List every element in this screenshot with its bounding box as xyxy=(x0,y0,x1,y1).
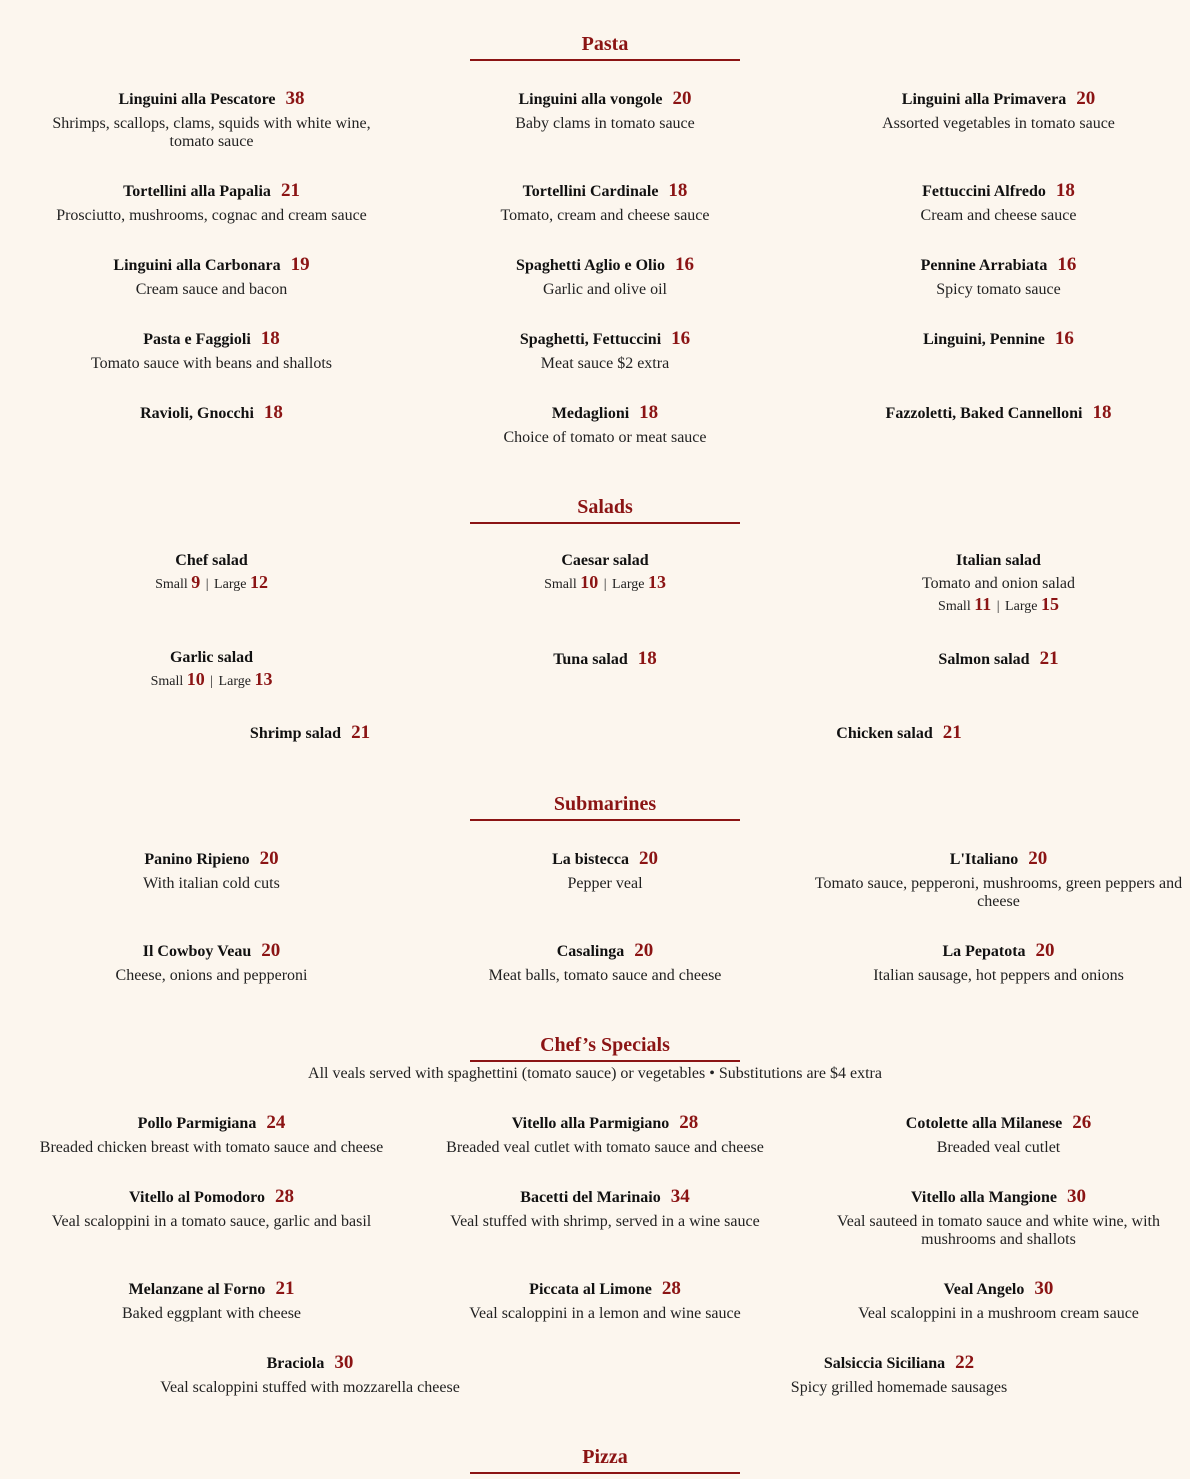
menu-item xyxy=(413,1279,797,1323)
menu-item xyxy=(413,89,797,133)
item-price: 21 xyxy=(280,180,300,201)
item-price: 20 xyxy=(634,940,654,961)
item-name: Cotolette alla Milanese xyxy=(905,1115,1063,1132)
large-label: Large xyxy=(612,577,645,592)
item-price: 21 xyxy=(942,722,962,743)
submarines-heading-wrap xyxy=(470,791,740,821)
item-name: Il Cowboy Veau xyxy=(142,943,252,960)
item-name: Italian salad xyxy=(956,552,1041,569)
item-price: 20 xyxy=(638,848,658,869)
size-prices xyxy=(20,670,403,691)
small-price: 11 xyxy=(974,594,992,614)
item-price: 20 xyxy=(259,848,279,869)
small-label: Small xyxy=(150,674,184,689)
item-name: Casalinga xyxy=(556,943,625,960)
item-description: Choice of tomato or meat sauce xyxy=(503,429,707,446)
large-label: Large xyxy=(218,674,251,689)
menu-item xyxy=(413,1187,797,1231)
size-separator: | xyxy=(603,577,607,592)
small-label: Small xyxy=(938,599,971,614)
small-price: 10 xyxy=(580,572,599,592)
menu-item xyxy=(807,941,1190,985)
item-name: Garlic salad xyxy=(169,649,254,666)
specials-note: All veals served with spaghettini (tomato sauce) or vegetables • Substitutions are $4 extra xyxy=(308,1065,882,1082)
menu-item xyxy=(807,849,1190,911)
item-description: Breaded chicken breast with tomato sauce and cheese xyxy=(39,1139,384,1156)
small-label: Small xyxy=(155,577,188,592)
item-price: 38 xyxy=(285,88,305,109)
item-price: 18 xyxy=(260,328,280,349)
item-description: Garlic and olive oil xyxy=(543,281,667,298)
item-description: Meat sauce $2 extra xyxy=(540,355,670,372)
item-description: Veal scaloppini stuffed with mozzarella cheese xyxy=(160,1379,460,1396)
item-price: 22 xyxy=(955,1352,975,1373)
item-price: 28 xyxy=(274,1186,294,1207)
menu-item xyxy=(807,649,1190,670)
item-description: Tomato sauce with beans and shallots xyxy=(90,355,333,372)
item-description: Prosciutto, mushrooms, cognac and cream sauce xyxy=(56,207,367,224)
menu-item xyxy=(20,403,403,424)
item-description: Cream sauce and bacon xyxy=(135,281,288,298)
item-price: 19 xyxy=(290,254,310,275)
item-price: 16 xyxy=(1054,328,1074,349)
item-name: Fettuccini Alfredo xyxy=(922,183,1046,200)
item-price: 18 xyxy=(637,648,657,669)
item-price: 18 xyxy=(1092,402,1112,423)
item-description: Baby clams in tomato sauce xyxy=(515,115,695,132)
size-separator: | xyxy=(205,577,209,592)
item-name: L'Italiano xyxy=(949,851,1019,868)
item-name: Vitello alla Parmigiano xyxy=(511,1115,670,1132)
item-price: 18 xyxy=(668,180,688,201)
small-price: 9 xyxy=(191,572,201,592)
item-description: Cheese, onions and pepperoni xyxy=(115,967,308,984)
item-name: Chef salad xyxy=(175,552,248,569)
small-price: 10 xyxy=(186,669,205,689)
large-price: 12 xyxy=(249,572,268,592)
small-label: Small xyxy=(544,577,577,592)
item-price: 20 xyxy=(672,88,692,109)
menu-item xyxy=(413,649,797,670)
item-name: Tortellini alla Papalia xyxy=(123,183,271,200)
item-price: 20 xyxy=(261,940,281,961)
item-price: 30 xyxy=(334,1352,354,1373)
menu-item xyxy=(807,181,1190,225)
item-price: 16 xyxy=(671,328,691,349)
item-description: Veal stuffed with shrimp, served in a wine sauce xyxy=(450,1213,760,1230)
menu-item xyxy=(807,329,1190,350)
item-name: Vitello alla Mangione xyxy=(910,1189,1058,1206)
size-prices xyxy=(20,573,403,594)
item-name: Tortellini Cardinale xyxy=(522,183,659,200)
specials-heading-wrap xyxy=(470,1032,740,1062)
item-name: Vitello al Pomodoro xyxy=(129,1189,265,1206)
item-name: Pollo Parmigiana xyxy=(137,1115,257,1132)
menu-item xyxy=(20,329,403,373)
pizza-heading-wrap xyxy=(470,1444,740,1474)
item-description: Veal scaloppini in a mushroom cream sauce xyxy=(858,1305,1139,1322)
menu-item xyxy=(702,723,1096,744)
item-name: Piccata al Limone xyxy=(529,1281,652,1298)
item-description: Spicy grilled homemade sausages xyxy=(790,1379,1008,1396)
menu-item xyxy=(807,255,1190,299)
size-separator: | xyxy=(996,599,1000,614)
item-price: 16 xyxy=(1057,254,1077,275)
item-price: 18 xyxy=(639,402,659,423)
menu-item xyxy=(20,89,403,151)
item-price: 21 xyxy=(275,1278,295,1299)
item-name: La bistecca xyxy=(552,851,629,868)
menu-item xyxy=(702,1353,1096,1397)
large-price: 15 xyxy=(1040,594,1059,614)
item-description: Pepper veal xyxy=(567,875,643,892)
large-price: 13 xyxy=(647,572,666,592)
item-price: 28 xyxy=(661,1278,681,1299)
section-title-submarines: Submarines xyxy=(470,791,740,821)
item-price: 20 xyxy=(1035,940,1055,961)
item-description: Veal scaloppini in a lemon and wine sauce xyxy=(469,1305,741,1322)
item-price: 30 xyxy=(1034,1278,1054,1299)
menu-item xyxy=(413,329,797,373)
item-price: 34 xyxy=(670,1186,690,1207)
item-description: With italian cold cuts xyxy=(143,875,280,892)
item-price: 26 xyxy=(1072,1112,1092,1133)
menu-item xyxy=(20,941,403,985)
item-name: Chicken salad xyxy=(836,725,933,742)
item-description: Meat balls, tomato sauce and cheese xyxy=(488,967,722,984)
item-name: Shrimp salad xyxy=(249,725,342,742)
item-description: Veal sauteed in tomato sauce and white wine, with mushrooms and shallots xyxy=(836,1213,1160,1248)
item-price: 30 xyxy=(1067,1186,1087,1207)
menu-item xyxy=(807,1279,1190,1323)
item-description: Veal scaloppini in a tomato sauce, garlic and basil xyxy=(51,1213,372,1230)
menu-item xyxy=(20,1113,403,1157)
menu-item xyxy=(113,723,507,744)
menu-item xyxy=(413,255,797,299)
item-name: Fazzoletti, Baked Cannelloni xyxy=(885,405,1083,422)
item-name: Spaghetti, Fettuccini xyxy=(519,331,662,348)
item-description: Italian sausage, hot peppers and onions xyxy=(873,967,1124,984)
large-label: Large xyxy=(214,577,247,592)
size-prices xyxy=(413,573,797,594)
large-price: 13 xyxy=(254,669,273,689)
item-name: Linguini alla vongole xyxy=(518,91,663,108)
menu-item xyxy=(413,181,797,225)
pasta-heading-wrap xyxy=(470,31,740,61)
size-prices xyxy=(807,595,1190,616)
salads-heading-wrap xyxy=(470,494,740,524)
item-name: Tuna salad xyxy=(553,651,628,668)
item-description: Shrimps, scallops, clams, squids with white wine, tomato sauce xyxy=(52,115,371,150)
item-description: Baked eggplant with cheese xyxy=(121,1305,302,1322)
item-name: Salmon salad xyxy=(938,651,1030,668)
item-name: Pasta e Faggioli xyxy=(143,331,251,348)
menu-item xyxy=(20,1187,403,1231)
menu-item xyxy=(20,181,403,225)
item-name: Panino Ripieno xyxy=(144,851,250,868)
menu-item xyxy=(20,1279,403,1323)
menu-item xyxy=(807,1113,1190,1157)
section-title-pizza: Pizza xyxy=(470,1444,740,1474)
item-description: Tomato sauce, pepperoni, mushrooms, green peppers and cheese xyxy=(814,875,1183,910)
menu-item xyxy=(20,551,403,594)
item-name: Veal Angelo xyxy=(943,1281,1025,1298)
menu-item xyxy=(413,849,797,893)
item-description: Breaded veal cutlet xyxy=(936,1139,1061,1156)
item-description: Assorted vegetables in tomato sauce xyxy=(882,115,1115,132)
item-price: 16 xyxy=(674,254,694,275)
item-name: Linguini, Pennine xyxy=(923,331,1045,348)
menu-item xyxy=(807,551,1190,616)
item-name: Pennine Arrabiata xyxy=(920,257,1048,274)
section-title-specials: Chef’s Specials xyxy=(470,1032,740,1062)
item-name: La Pepatota xyxy=(942,943,1026,960)
item-price: 21 xyxy=(1039,648,1059,669)
menu-item xyxy=(807,89,1190,133)
large-label: Large xyxy=(1005,599,1038,614)
item-name: Linguini alla Primavera xyxy=(901,91,1067,108)
item-price: 24 xyxy=(266,1112,286,1133)
menu-item xyxy=(20,648,403,691)
item-name: Ravioli, Gnocchi xyxy=(140,405,254,422)
item-price: 28 xyxy=(679,1112,699,1133)
item-name: Bacetti del Marinaio xyxy=(520,1189,661,1206)
item-name: Spaghetti Aglio e Olio xyxy=(516,257,665,274)
menu-item xyxy=(807,1187,1190,1249)
menu-item xyxy=(413,941,797,985)
item-price: 20 xyxy=(1028,848,1048,869)
section-title-pasta: Pasta xyxy=(470,31,740,61)
item-description: Tomato and onion salad xyxy=(921,575,1076,592)
item-name: Linguini alla Pescatore xyxy=(118,91,276,108)
menu-item xyxy=(413,551,797,594)
item-description: Spicy tomato sauce xyxy=(936,281,1061,298)
item-description: Tomato, cream and cheese sauce xyxy=(500,207,710,224)
menu-item xyxy=(413,403,797,447)
menu-item xyxy=(20,849,403,893)
item-price: 21 xyxy=(351,722,371,743)
item-name: Salsiccia Siciliana xyxy=(823,1355,946,1372)
item-name: Medaglioni xyxy=(551,405,630,422)
item-name: Linguini alla Carbonara xyxy=(113,257,281,274)
item-price: 18 xyxy=(263,402,283,423)
size-separator: | xyxy=(210,674,214,689)
item-description: Breaded veal cutlet with tomato sauce and cheese xyxy=(446,1139,764,1156)
item-price: 18 xyxy=(1055,180,1075,201)
item-price: 20 xyxy=(1076,88,1096,109)
menu-item xyxy=(413,1113,797,1157)
item-name: Melanzane al Forno xyxy=(128,1281,266,1298)
item-name: Caesar salad xyxy=(561,552,649,569)
section-title-salads: Salads xyxy=(470,494,740,524)
menu-item xyxy=(113,1353,507,1397)
item-name: Braciola xyxy=(266,1355,325,1372)
menu-item xyxy=(807,403,1190,424)
menu-item xyxy=(20,255,403,299)
item-description: Cream and cheese sauce xyxy=(920,207,1077,224)
